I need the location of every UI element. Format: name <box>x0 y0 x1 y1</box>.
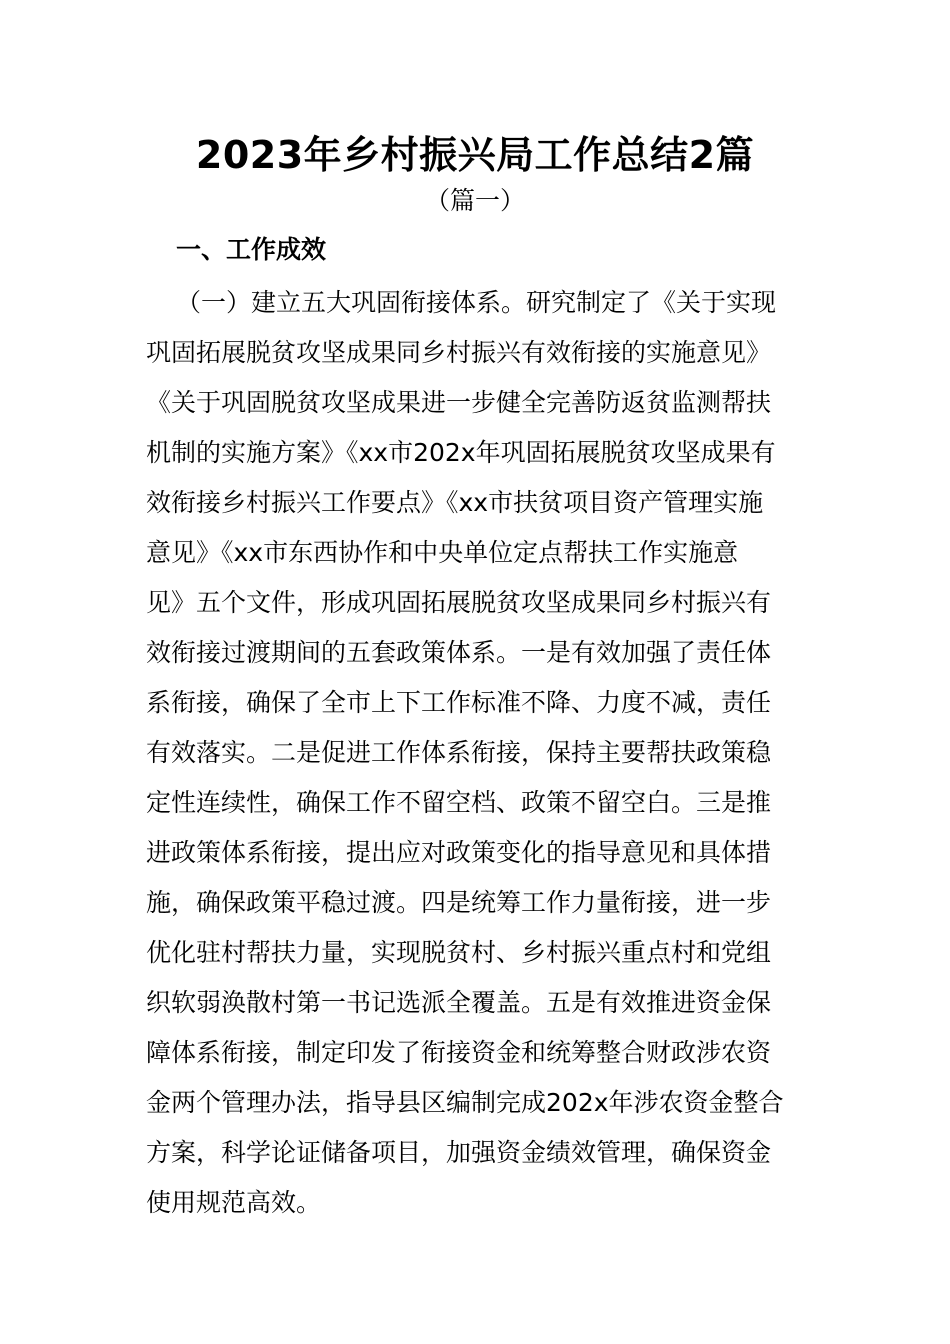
paragraph-line: 有效落实。二是促进工作体系衔接，保持主要帮扶政策稳 <box>146 738 772 767</box>
paragraph-line: 系衔接，确保了全市上下工作标准不降、力度不减，责任 <box>146 688 772 717</box>
paragraph-line: 优化驻村帮扶力量，实现脱贫村、乡村振兴重点村和党组 <box>146 938 772 967</box>
paragraph-line: 见》五个文件，形成巩固拓展脱贫攻坚成果同乡村振兴有 <box>146 588 772 617</box>
paragraph-line: 障体系衔接，制定印发了衔接资金和统筹整合财政涉农资 <box>146 1038 772 1067</box>
paragraph-line: （一）建立五大巩固衔接体系。研究制定了《关于实现 <box>176 288 777 317</box>
section-heading: 一、工作成效 <box>176 235 327 264</box>
paragraph-line: 《关于巩固脱贫攻坚成果进一步健全完善防返贫监测帮扶 <box>146 388 772 417</box>
paragraph-line: 织软弱涣散村第一书记选派全覆盖。五是有效推进资金保 <box>146 988 772 1017</box>
paragraph-line: 效衔接过渡期间的五套政策体系。一是有效加强了责任体 <box>146 638 772 667</box>
paragraph-line: 进政策体系衔接，提出应对政策变化的指导意见和具体措 <box>146 838 772 867</box>
paragraph-line: 机制的实施方案》《xx市202x年巩固拓展脱贫攻坚成果有 <box>146 438 776 467</box>
document-subtitle: （篇一） <box>424 186 525 215</box>
body-paragraph <box>146 278 816 1228</box>
paragraph-line: 巩固拓展脱贫攻坚成果同乡村振兴有效衔接的实施意见》 <box>146 338 772 367</box>
paragraph-line: 金两个管理办法，指导县区编制完成202x年涉农资金整合 <box>146 1088 784 1117</box>
paragraph-line: 定性连续性，确保工作不留空档、政策不留空白。三是推 <box>146 788 772 817</box>
paragraph-line: 方案，科学论证储备项目，加强资金绩效管理，确保资金 <box>146 1138 772 1167</box>
paragraph-line: 效衔接乡村振兴工作要点》《xx市扶贫项目资产管理实施 <box>146 488 764 517</box>
paragraph-line: 意见》《xx市东西协作和中央单位定点帮扶工作实施意 <box>146 538 739 567</box>
paragraph-line: 使用规范高效。 <box>146 1188 322 1217</box>
paragraph-line: 施，确保政策平稳过渡。四是统筹工作力量衔接，进一步 <box>146 888 772 917</box>
document-title: 2023年乡村振兴局工作总结2篇 <box>195 133 755 177</box>
